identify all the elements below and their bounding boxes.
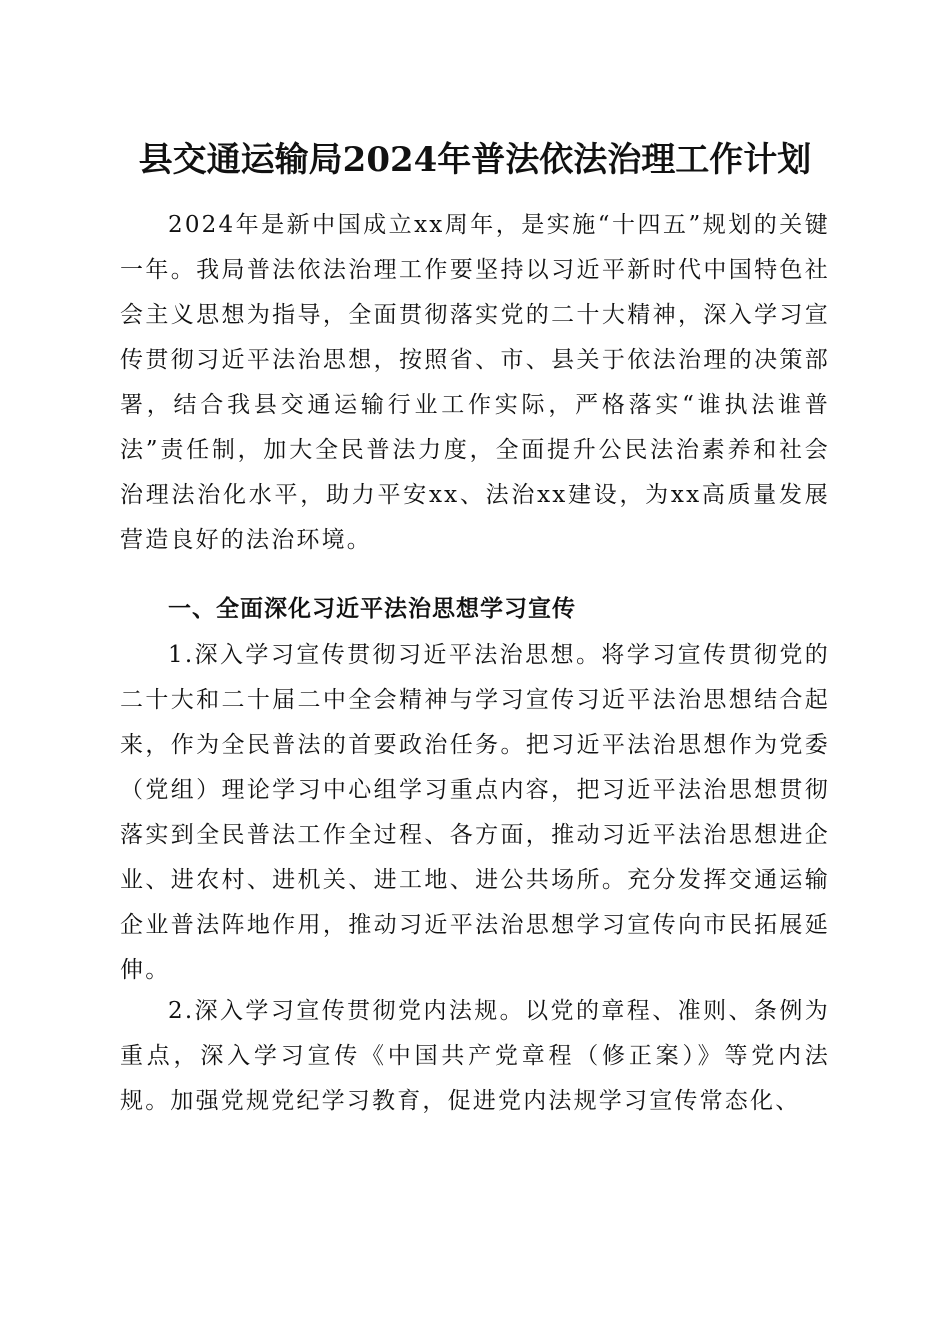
paragraph-item-1: 1.深入学习宣传贯彻习近平法治思想。将学习宣传贯彻党的二十大和二十届二中全会精神与学习宣传习近平法治思想结合起来，作为全民普法的首要政治任务。把习近平法治思想作为党委（党组）理论学习中心组学习重点内容，把习近平法治思想贯彻落实到全民普法工作全过程、各方面，推动习近平法治思想进企业、进农村、进机关、进工地、进公共场所。充分发挥交通运输企业普法阵地作用，推动习近平法治思想学习宣传向市民拓展延伸。 bbox=[120, 642, 830, 983]
section-heading-1: 一、全面深化习近平法治思想学习宣传 bbox=[168, 596, 576, 622]
document-title: 县交通运输局2024年普法依法治理工作计划 bbox=[138, 140, 812, 180]
paragraph-item-2: 2.深入学习宣传贯彻党内法规。以党的章程、准则、条例为重点，深入学习宣传《中国共产党章程（修正案）》等党内法规。加强党规党纪学习教育，促进党内法规学习宣传常态化、 bbox=[120, 998, 830, 1114]
intro-paragraph: 2024年是新中国成立xx周年，是实施“十四五”规划的关键一年。我局普法依法治理工作要坚持以习近平新时代中国特色社会主义思想为指导，全面贯彻落实党的二十大精神，深入学习宣传贯彻习近平法治思想，按照省、市、县关于依法治理的决策部署，结合我县交通运输行业工作实际，严格落实“谁执法谁普法”责任制，加大全民普法力度，全面提升公民法治素养和社会治理法治化水平，助力平安xx、法治xx建设，为xx高质量发展营造良好的法治环境。 bbox=[120, 212, 830, 553]
